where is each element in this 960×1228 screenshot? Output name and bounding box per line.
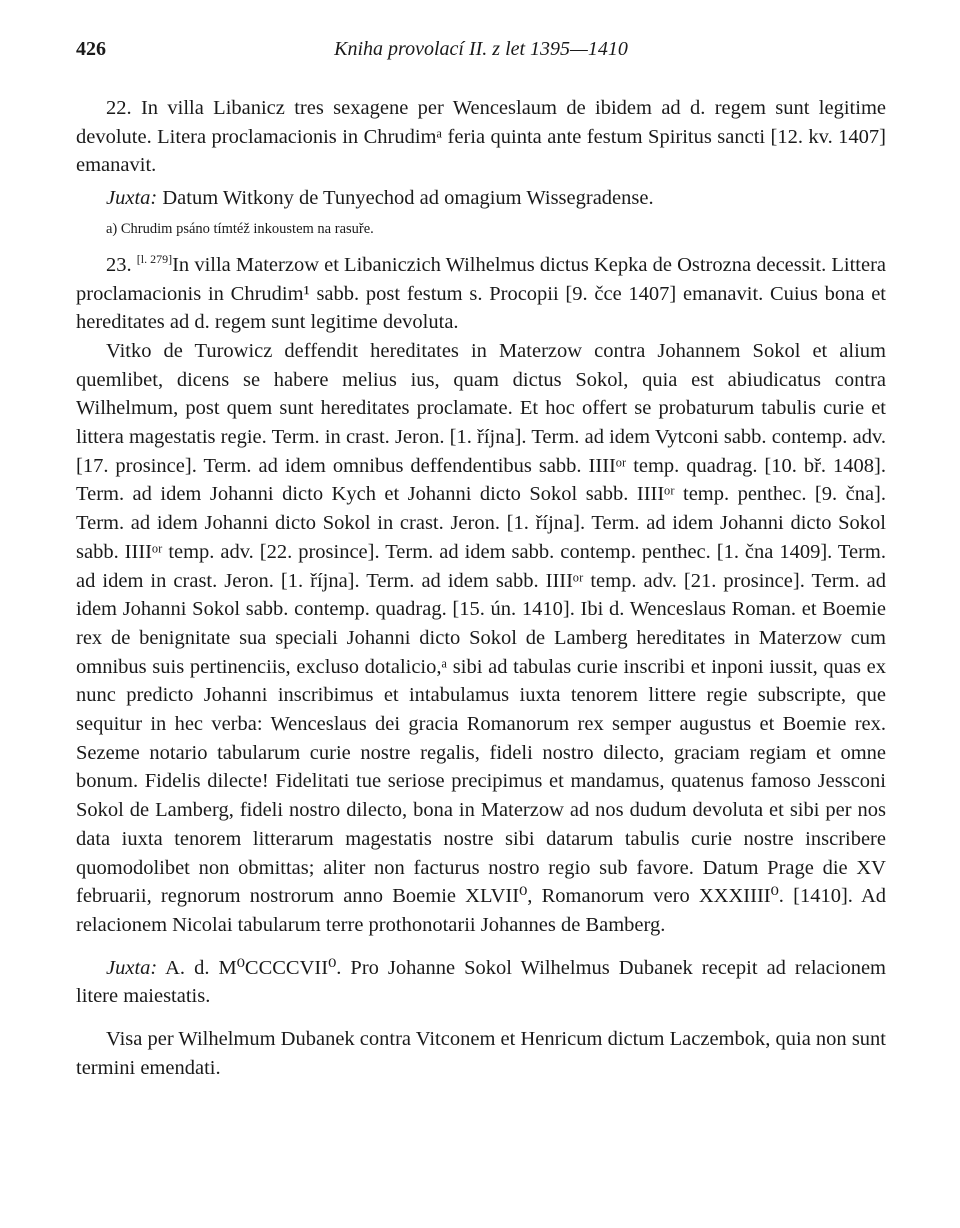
entry-23-juxta-text: A. d. M⁰CCCCVII⁰. Pro Johanne Sokol Wilhelmus Dubanek recepit ad relacionem litere maiestatis. (76, 956, 886, 1008)
spacer (76, 940, 886, 954)
entry-23-juxta (76, 954, 886, 1011)
running-head (76, 38, 886, 68)
juxta-label: Juxta: (106, 187, 158, 210)
entry-22-juxta (76, 184, 886, 213)
page-number: 426 (76, 38, 106, 60)
entry-22-text: In villa Libanicz tres sexagene per Wenceslaum de ibidem ad d. regem sunt legitime devolute. Litera proclamacionis in Chrudimᵃ feria quinta ante festum Spiritus sancti [12. kv. 1407] emanavit. (76, 97, 886, 177)
folio-mark: [l. 279] (136, 251, 173, 266)
entry-23-number: 23. (106, 253, 132, 276)
running-title: Kniha provolací II. z let 1395—1410 (334, 38, 628, 60)
entry-23-text-2: Vitko de Turowicz deffendit hereditates in Materzow contra Johannem Sokol et alium quemlibet, dicens se habere melius ius, quam dictus Sokol, quia est abiudicatus contra Wilhelmum, post quem sunt hereditates proclamate. Et hoc offert se probaturum tabulis curie et littera magestatis regie. Term. in crast. Jeron. [1. října]. Term. ad idem Vytconi sabb. contemp. adv. [17. prosince]. Term. ad idem omnibus deffendentibus sabb. IIIIᵒʳ temp. quadrag. [10. bř. 1408]. Term. ad idem Johanni dicto Kych et Johanni dicto Sokol sabb. IIIIᵒʳ temp. penthec. [9. čna]. Term. ad idem Johanni dicto Sokol in crast. Jeron. [1. října]. Term. ad idem Johanni dicto Sokol sabb. IIIIᵒʳ temp. adv. [22. prosince]. Term. ad idem sabb. contemp. penthec. [1. čna 1409]. Term. ad idem in crast. Jeron. [1. října]. Term. ad idem sabb. IIIIᵒʳ temp. adv. [21. prosince]. Term. ad idem Johanni Sokol sabb. contemp. quadrag. [15. ún. 1410]. Ibi d. Wenceslaus Roman. et Boemie rex de benignitate sua speciali Johanni dicto Sokol de Lamberg hereditates in Materzow cum omnibus suis pertinenciis, excluso dotalicio,ᵃ sibi ad tabulas curie inscribi et inponi iussit, quas ex nunc predicto Johanni inscribimus et intabulamus iuxta tenorem littere regie subscripte, que sequitur in hec verba: Wenceslaus dei gracia Romanorum rex semper augustus et Boemie rex. Sezeme notario tabularum curie nostre regalis, fideli nostro dilecto, graciam regiam et omne bonum. Fidelis dilecte! Fidelitati tue seriose precipimus et mandamus, quatenus famoso Jessconi Sokol de Lamberg, fideli nostro dilecto, bona in Materzow ad nos dudum devoluta et sibi per nos data iuxta tenorem litterarum magestatis nostre sibi datarum tabulis curie nostre inscribere quomodolibet non obmittas; aliter non facturus nostro regio sub favore. Datum Prage die XV februarii, regnorum nostrorum anno Boemie XLVII⁰, Romanorum vero XXXIIII⁰. [1410]. Ad relacionem Nicolai tabularum terre prothonotarii Johannes de Bamberg. (76, 339, 886, 936)
entry-22-paragraph (76, 94, 886, 180)
entry-23-dispute-paragraph (76, 337, 886, 940)
entry-22-number: 22. (106, 97, 132, 119)
entry-23-visa (76, 1025, 886, 1082)
entry-22-juxta-text: Datum Witkony de Tunyechod ad omagium Wissegradense. (162, 187, 654, 210)
entry-23-paragraph (76, 251, 886, 337)
entry-22-footnote: a) Chrudim psáno tímtéž inkoustem na rasuře. (106, 220, 374, 237)
entry-23-visa-text: Visa per Wilhelmum Dubanek contra Vitconem et Henricum dictum Laczembok, quia non sunt termini emendati. (76, 1028, 886, 1079)
spacer (76, 1011, 886, 1025)
document-body (76, 94, 886, 1083)
entry-23-text-1: In villa Materzow et Libaniczich Wilhelmus dictus Kepka de Ostrozna decessit. Littera proclamacionis in Chrudim¹ sabb. post festum s. Procopii [9. čce 1407] emanavit. Cuius bona et hereditates ad d. regem sunt legitime devoluta. (76, 253, 887, 334)
juxta-label: Juxta: (106, 956, 158, 979)
